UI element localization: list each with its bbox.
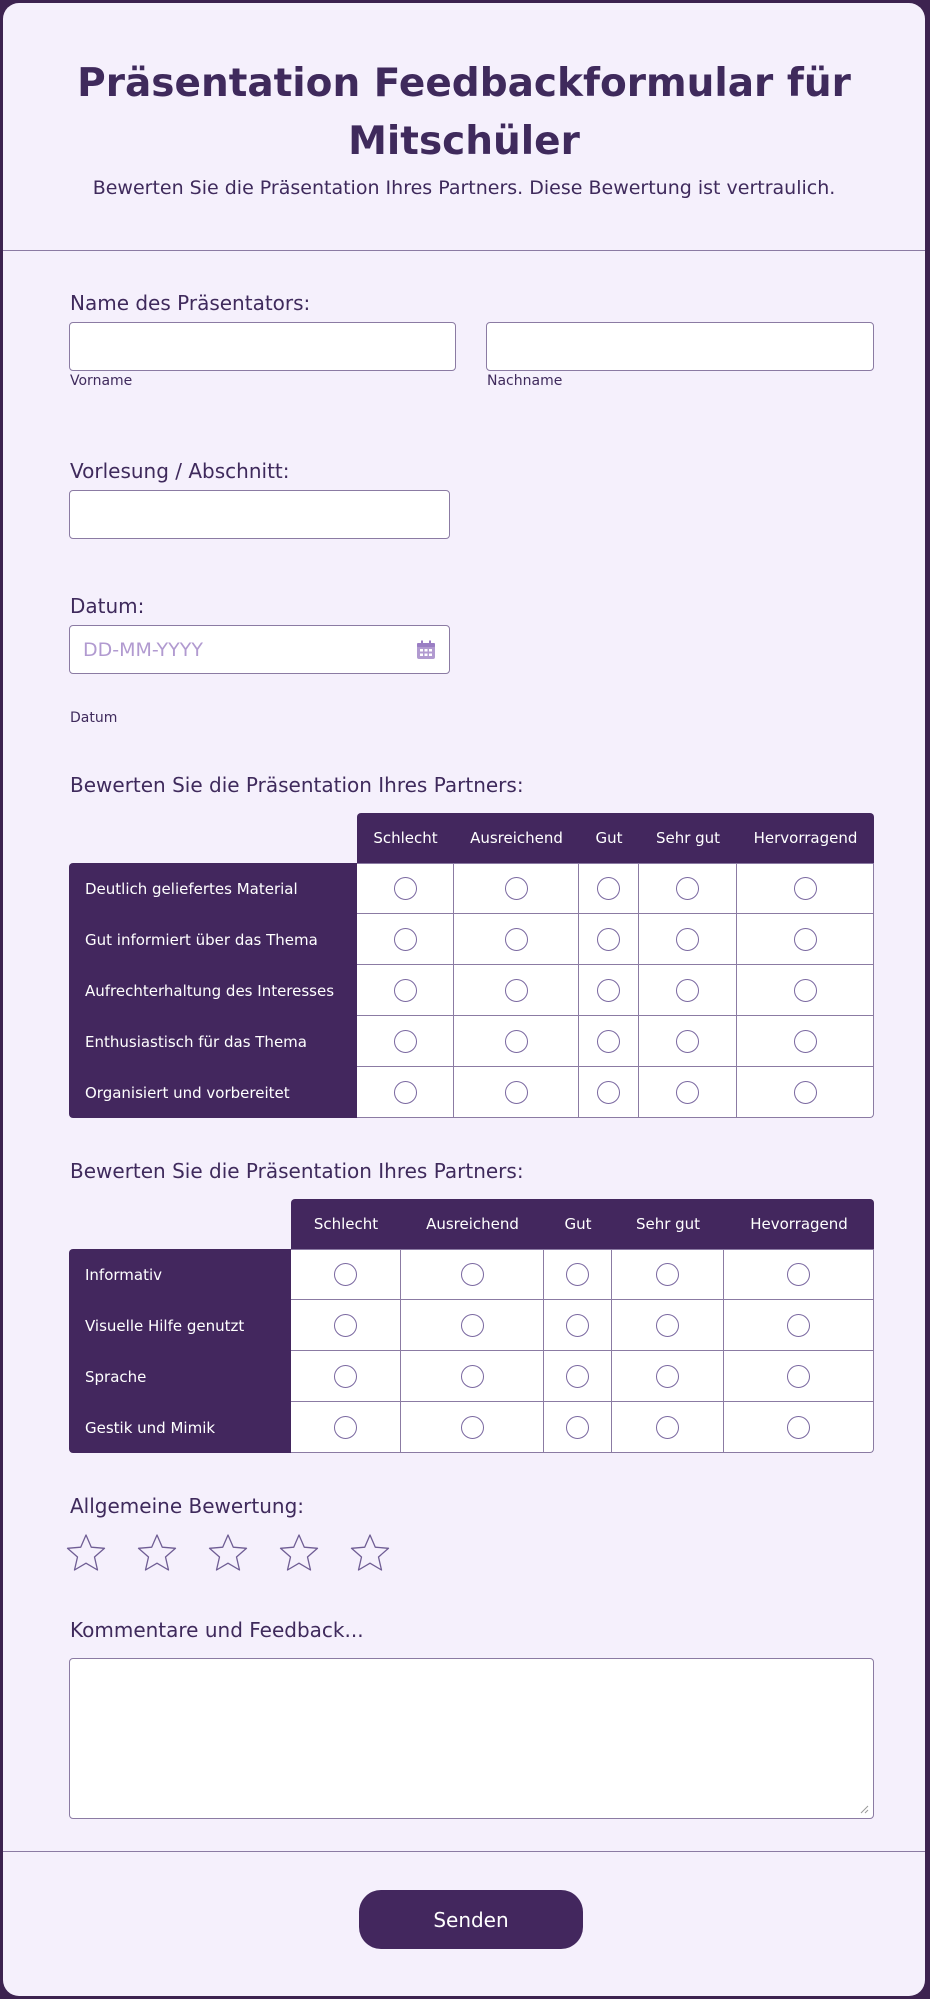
radio-button[interactable] (656, 1365, 679, 1388)
rating-matrix-2 (69, 1199, 874, 1453)
radio-button[interactable] (656, 1263, 679, 1286)
radio-button[interactable] (597, 1030, 620, 1053)
radio-button[interactable] (794, 1030, 817, 1053)
radio-button[interactable] (394, 877, 417, 900)
table-row (69, 1249, 874, 1300)
radio-button[interactable] (566, 1365, 589, 1388)
radio-button[interactable] (566, 1416, 589, 1439)
radio-button[interactable] (597, 877, 620, 900)
radio-button[interactable] (334, 1263, 357, 1286)
matrix-column-header: Hervorragend (737, 813, 874, 863)
radio-button[interactable] (676, 1081, 699, 1104)
radio-button[interactable] (505, 1030, 528, 1053)
matrix-row-label: Gut informiert über das Thema (69, 914, 357, 965)
first-name-input[interactable] (69, 322, 456, 371)
table-row (69, 914, 874, 965)
date-label: Datum: (70, 594, 145, 618)
star-icon[interactable] (208, 1533, 248, 1573)
radio-button[interactable] (334, 1416, 357, 1439)
radio-button[interactable] (787, 1416, 810, 1439)
lecture-section-label: Vorlesung / Abschnitt: (70, 459, 290, 483)
radio-button[interactable] (461, 1416, 484, 1439)
matrix-column-header: Ausreichend (454, 813, 579, 863)
table-row (69, 1067, 874, 1118)
radio-button[interactable] (461, 1314, 484, 1337)
matrix-column-header: Hevorragend (724, 1199, 874, 1249)
radio-button[interactable] (461, 1263, 484, 1286)
radio-button[interactable] (794, 928, 817, 951)
calendar-icon[interactable] (416, 640, 436, 660)
overall-rating-label: Allgemeine Bewertung: (70, 1494, 305, 1518)
radio-button[interactable] (597, 928, 620, 951)
comments-textarea[interactable] (69, 1658, 874, 1819)
last-name-input[interactable] (486, 322, 874, 371)
resize-handle-icon[interactable] (859, 1804, 869, 1814)
date-input[interactable] (69, 625, 450, 674)
radio-button[interactable] (787, 1314, 810, 1337)
radio-button[interactable] (787, 1263, 810, 1286)
page-subtitle: Bewerten Sie die Präsentation Ihres Partners. Diese Bewertung ist vertraulich. (92, 177, 836, 199)
matrix-row-label: Organisiert und vorbereitet (69, 1067, 357, 1118)
matrix-row-label: Sprache (69, 1351, 291, 1402)
matrix-row-label: Aufrechterhaltung des Interesses (69, 965, 357, 1016)
table-row (69, 965, 874, 1016)
radio-button[interactable] (676, 928, 699, 951)
table-row (69, 863, 874, 914)
radio-button[interactable] (566, 1263, 589, 1286)
radio-button[interactable] (394, 1030, 417, 1053)
matrix-column-header: Sehr gut (612, 1199, 724, 1249)
star-icon[interactable] (137, 1533, 177, 1573)
form-footer (3, 1851, 925, 1996)
radio-button[interactable] (597, 979, 620, 1002)
radio-button[interactable] (676, 1030, 699, 1053)
matrix-column-header: Schlecht (357, 813, 454, 863)
matrix-row-label: Gestik und Mimik (69, 1402, 291, 1453)
radio-button[interactable] (505, 979, 528, 1002)
radio-button[interactable] (676, 979, 699, 1002)
radio-button[interactable] (461, 1365, 484, 1388)
star-icon[interactable] (66, 1533, 106, 1573)
form-body (3, 251, 925, 1851)
matrix-row-label: Informativ (69, 1249, 291, 1300)
comments-label: Kommentare und Feedback... (70, 1618, 364, 1642)
matrix-column-header: Gut (579, 813, 639, 863)
matrix-row-label: Deutlich geliefertes Material (69, 863, 357, 914)
table-row (69, 1351, 874, 1402)
rating-matrix-1 (69, 813, 874, 1118)
radio-button[interactable] (505, 877, 528, 900)
form-header (3, 3, 925, 251)
star-icon[interactable] (350, 1533, 390, 1573)
submit-button[interactable]: Senden (359, 1890, 583, 1949)
radio-button[interactable] (566, 1314, 589, 1337)
radio-button[interactable] (505, 1081, 528, 1104)
matrix-column-header: Schlecht (291, 1199, 401, 1249)
matrix-column-header: Ausreichend (401, 1199, 544, 1249)
matrix-corner (69, 1199, 291, 1249)
radio-button[interactable] (334, 1314, 357, 1337)
matrix-row-label: Enthusiastisch für das Thema (69, 1016, 357, 1067)
table-row (69, 1016, 874, 1067)
first-name-sublabel: Vorname (70, 373, 133, 389)
date-sublabel: Datum (70, 710, 118, 726)
form-card (3, 3, 925, 1996)
radio-button[interactable] (394, 928, 417, 951)
matrix-corner (69, 813, 357, 863)
presenter-name-label: Name des Präsentators: (70, 291, 311, 315)
radio-button[interactable] (505, 928, 528, 951)
matrix-row-label: Visuelle Hilfe genutzt (69, 1300, 291, 1351)
matrix2-label: Bewerten Sie die Präsentation Ihres Partners: (70, 1159, 524, 1183)
last-name-sublabel: Nachname (487, 373, 563, 389)
star-rating[interactable] (66, 1533, 390, 1573)
star-icon[interactable] (279, 1533, 319, 1573)
radio-button[interactable] (597, 1081, 620, 1104)
radio-button[interactable] (787, 1365, 810, 1388)
lecture-section-input[interactable] (69, 490, 450, 539)
radio-button[interactable] (656, 1416, 679, 1439)
radio-button[interactable] (394, 1081, 417, 1104)
table-row (69, 1300, 874, 1351)
radio-button[interactable] (794, 1081, 817, 1104)
radio-button[interactable] (676, 877, 699, 900)
radio-button[interactable] (794, 979, 817, 1002)
date-placeholder: DD-MM-YYYY (83, 638, 203, 661)
table-row (69, 1402, 874, 1453)
matrix-column-header: Gut (544, 1199, 612, 1249)
matrix-column-header: Sehr gut (639, 813, 737, 863)
radio-button[interactable] (334, 1365, 357, 1388)
matrix1-label: Bewerten Sie die Präsentation Ihres Partners: (70, 773, 524, 797)
radio-button[interactable] (394, 979, 417, 1002)
radio-button[interactable] (794, 877, 817, 900)
radio-button[interactable] (656, 1314, 679, 1337)
page-title: Präsentation Feedbackformular für Mitschüler (77, 61, 851, 164)
